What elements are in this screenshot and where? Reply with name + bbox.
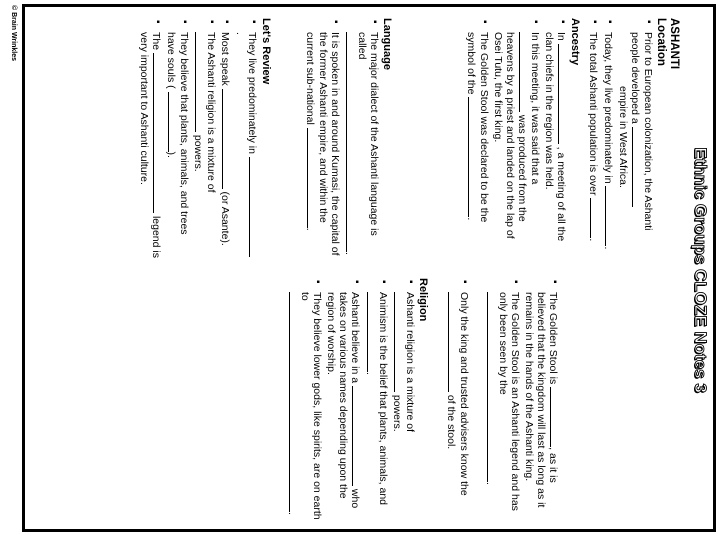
item-text: .	[286, 512, 298, 515]
section-heading-location: Location	[655, 18, 667, 66]
list-item	[364, 278, 389, 524]
item-text: The Golden Stool is an Ashanti legend and has only been seen by the	[497, 292, 521, 511]
item-text: The major dialect of the Ashanti language is called	[356, 32, 380, 236]
fill-in-blank[interactable]	[487, 292, 497, 482]
item-text: ).	[165, 151, 177, 158]
list-item	[587, 18, 600, 258]
fill-in-blank[interactable]	[519, 32, 529, 112]
item-text: The	[150, 32, 162, 51]
list-item	[602, 18, 615, 258]
item-text: Ashanti believe in a	[349, 292, 361, 384]
list-item	[325, 278, 362, 524]
list-item	[219, 18, 232, 258]
section-heading-religion: Religion	[417, 278, 429, 322]
item-text: They believe that plants, animals, and trees have souls (	[165, 32, 190, 235]
list-item	[304, 18, 341, 258]
list-item	[234, 18, 259, 258]
list-item	[165, 18, 190, 258]
section-heading-ancestry: Ancestry	[569, 18, 581, 66]
religion-list	[286, 278, 416, 524]
list-item	[543, 18, 568, 258]
fill-in-blank[interactable]	[168, 92, 178, 152]
item-text: The Golden Stool is	[547, 292, 559, 385]
location-list	[587, 18, 654, 258]
fill-in-blank[interactable]	[195, 32, 205, 132]
item-text: .	[364, 372, 376, 375]
item-text: .	[234, 32, 246, 35]
fill-in-blank[interactable]	[352, 386, 362, 486]
fill-in-blank[interactable]	[468, 97, 478, 217]
item-text: In	[555, 32, 567, 41]
list-item	[286, 278, 323, 524]
list-item	[465, 18, 490, 258]
item-text: , as it is believed that the kingdom will last as long as it remains in the hands of the Ashanti king.	[523, 292, 559, 508]
section-heading-language: Language	[381, 18, 393, 70]
item-text: The Golden Stool was declared to be the symbol of the	[465, 32, 490, 223]
item-text: Animism is the belief that plants, animals, and	[377, 292, 389, 506]
fill-in-blank[interactable]	[222, 89, 232, 189]
section-heading-ashanti: ASHANTI	[668, 18, 680, 70]
fill-in-blank[interactable]	[605, 186, 615, 246]
item-text: of the stool.	[445, 394, 457, 450]
item-text: Only the king and trusted advisers know the	[458, 292, 470, 496]
item-text: , a meeting of all the clan chiefs in the region was held.	[543, 32, 567, 242]
item-text: Today, they live predominately in	[602, 32, 614, 184]
item-text: legend is very important to Ashanti culture.	[138, 32, 162, 258]
list-item	[492, 18, 541, 258]
list-item	[523, 278, 560, 524]
fill-in-blank[interactable]	[367, 292, 377, 372]
item-text: .	[343, 252, 355, 255]
list-item	[484, 278, 521, 524]
list-item	[192, 18, 217, 258]
fill-in-blank[interactable]	[289, 292, 299, 512]
item-text: In this meeting, it was said that a	[529, 32, 541, 185]
item-text: (or Asante).	[219, 191, 231, 246]
right-column	[284, 278, 680, 524]
item-text: .	[484, 482, 496, 485]
left-column	[136, 18, 680, 258]
item-text: .	[602, 246, 614, 250]
fill-in-blank[interactable]	[558, 44, 568, 144]
item-text: The Ashanti religion is a mixture of	[205, 32, 217, 193]
language-list	[304, 18, 380, 258]
item-text: who takes on various names depending upon the region of worship.	[325, 292, 361, 509]
fill-in-blank[interactable]	[448, 292, 458, 392]
review-list	[138, 18, 259, 258]
list-item	[343, 18, 380, 258]
item-text: .	[587, 238, 599, 242]
list-item	[138, 18, 163, 258]
item-text: They live predominately in	[246, 32, 258, 154]
item-text: Most speak	[219, 32, 231, 86]
fill-in-blank[interactable]	[632, 127, 642, 207]
list-item	[391, 278, 416, 524]
fill-in-blank[interactable]	[550, 387, 560, 447]
fill-in-blank[interactable]	[307, 128, 317, 228]
item-text: It is spoken in and around Kumasi, the capital of the former Ashanti empire, and within the current sub-national	[304, 32, 341, 256]
item-text: Ashanti religion is a mixture of	[404, 292, 416, 433]
item-text: was produced from the heavens by a priest and landed on the lap of Osei Tutu, the first king.	[492, 32, 528, 239]
copyright-text: © Brain Wrinkles	[10, 5, 17, 61]
fill-in-blank[interactable]	[153, 53, 163, 213]
item-text: .	[465, 217, 477, 221]
fill-in-blank[interactable]	[249, 157, 259, 257]
page-title: Ethnic Groups CLOZE Notes 3	[691, 147, 710, 393]
item-text: powers.	[391, 394, 403, 432]
item-text: The total Ashanti population is over	[587, 32, 599, 196]
fill-in-blank[interactable]	[394, 292, 404, 392]
item-text: .	[304, 227, 316, 231]
golden-stool-list	[445, 278, 560, 524]
item-text: empire in West Africa.	[617, 86, 629, 188]
fill-in-blank[interactable]	[590, 198, 600, 238]
list-item	[445, 278, 470, 524]
item-text: Prior to European colonization, the Ashanti people developed a	[629, 32, 654, 231]
fill-in-blank[interactable]	[346, 32, 356, 252]
ancestry-list	[465, 18, 568, 258]
item-text: powers.	[192, 134, 204, 172]
list-item	[617, 18, 654, 258]
item-text: They believe lower gods, like spirits, are on earth to	[299, 292, 323, 520]
section-heading-review: Let's Review	[260, 18, 272, 85]
